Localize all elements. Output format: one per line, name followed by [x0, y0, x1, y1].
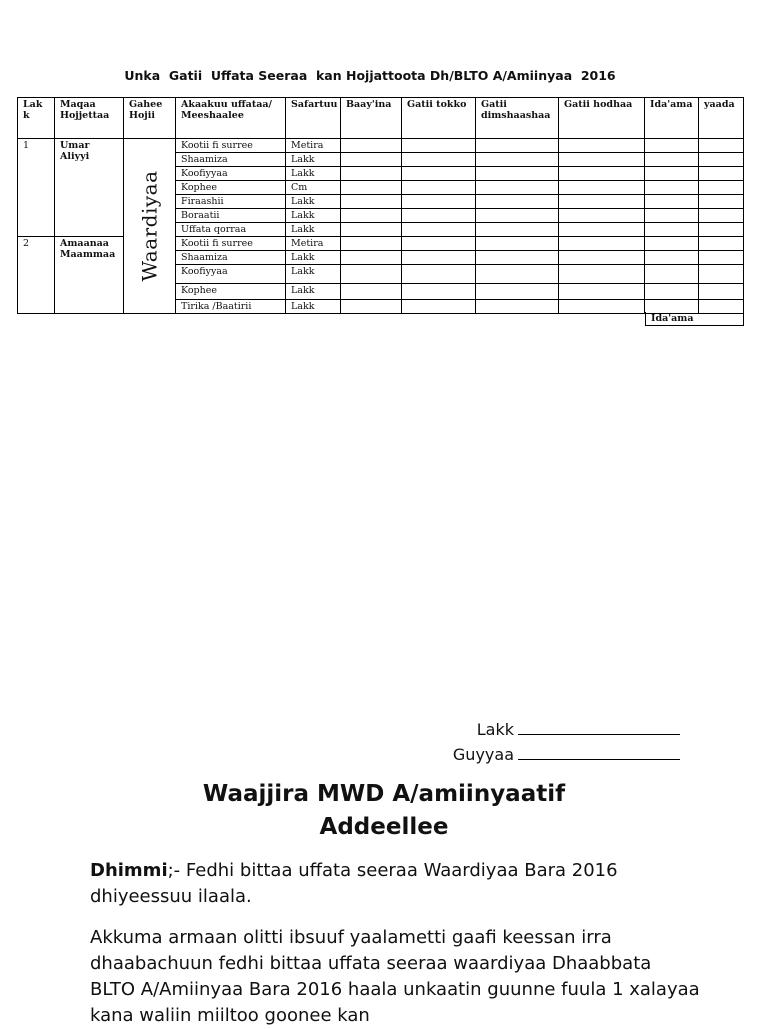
subject-paragraph — [90, 858, 700, 910]
header-sum: Ida'ama — [645, 98, 699, 139]
item-unit: Lakk — [286, 284, 341, 300]
employee-number: 2 — [18, 237, 55, 314]
item-name: Tirika /Baatirii — [176, 300, 286, 314]
item-unit: Lakk — [286, 265, 341, 284]
item-unit: Cm — [286, 181, 341, 195]
subject-label: Dhimmi — [90, 860, 168, 881]
header-total-price: Gatii dimshaashaa — [476, 98, 559, 139]
ref-number-line — [518, 718, 680, 735]
uniform-price-table — [17, 97, 744, 314]
recipient-line-2: Addeellee — [319, 814, 449, 840]
table-header-row — [18, 98, 744, 139]
item-name: Firaashii — [176, 195, 286, 209]
date-line — [518, 743, 680, 760]
item-name: Boraatii — [176, 209, 286, 223]
item-unit: Lakk — [286, 209, 341, 223]
body-paragraph: Akkuma armaan olitti ibsuuf yaalametti gaafi keessan irra dhaabachuun fedhi bittaa uffata seeraa waardiyaa Dhaabbata BLTO A/Amiinyaa Bara 2016 haala unkaatin guunne fuula 1 xalayaa kana waliin miiltoo goonee kan — [90, 927, 700, 1026]
item-unit: Metira — [286, 237, 341, 251]
item-name: Kophee — [176, 284, 286, 300]
item-name: Kootii fi surree — [176, 237, 286, 251]
employee-name: Amaanaa Maammaa — [55, 237, 124, 314]
employee-name: Umar Aliyyi — [55, 139, 124, 237]
header-item-type: Akaakuu uffataa/ Meeshaalee — [176, 98, 286, 139]
header-job-role: Gahee Hojii — [124, 98, 176, 139]
item-unit: Lakk — [286, 251, 341, 265]
header-tax: Gatii hodhaa — [559, 98, 645, 139]
date-field — [420, 743, 680, 764]
document-title: Unka Gatii Uffata Seeraa kan Hojjattoota Dh/BLTO A/Amiinyaa 2016 — [124, 68, 616, 83]
employee-number: 1 — [18, 139, 55, 237]
recipient-line-1: Waajjira MWD A/amiinyaatif — [202, 781, 566, 807]
header-remarks: yaada — [699, 98, 744, 139]
header-number: Lak k — [18, 98, 55, 139]
total-label: Ida'ama — [645, 312, 744, 326]
item-unit: Lakk — [286, 300, 341, 314]
header-unit-price: Gatii tokko — [402, 98, 476, 139]
header-quantity: Baay'ina — [341, 98, 402, 139]
subject-text: ;- Fedhi bittaa uffata seeraa Waardiyaa Bara 2016 dhiyeessuu ilaala. — [90, 860, 618, 907]
date-label: Guyyaa — [452, 745, 514, 764]
ref-number-field — [420, 718, 680, 739]
item-name: Shaamiza — [176, 251, 286, 265]
item-unit: Lakk — [286, 167, 341, 181]
item-name: Koofiyyaa — [176, 167, 286, 181]
job-role-label: Waardiyaa — [137, 170, 161, 282]
item-unit: Lakk — [286, 195, 341, 209]
letter-recipient — [0, 778, 768, 844]
item-name: Kootii fi surree — [176, 139, 286, 153]
item-unit: Lakk — [286, 223, 341, 237]
item-unit: Lakk — [286, 153, 341, 167]
item-name: Shaamiza — [176, 153, 286, 167]
item-name: Uffata qorraa — [176, 223, 286, 237]
item-name: Koofiyyaa — [176, 265, 286, 284]
ref-number-label: Lakk — [476, 720, 514, 739]
header-employee-name: Maqaa Hojjettaa — [55, 98, 124, 139]
header-unit: Safartuu — [286, 98, 341, 139]
item-name: Kophee — [176, 181, 286, 195]
table-row — [18, 139, 744, 153]
job-role-cell — [124, 139, 176, 314]
item-unit: Metira — [286, 139, 341, 153]
